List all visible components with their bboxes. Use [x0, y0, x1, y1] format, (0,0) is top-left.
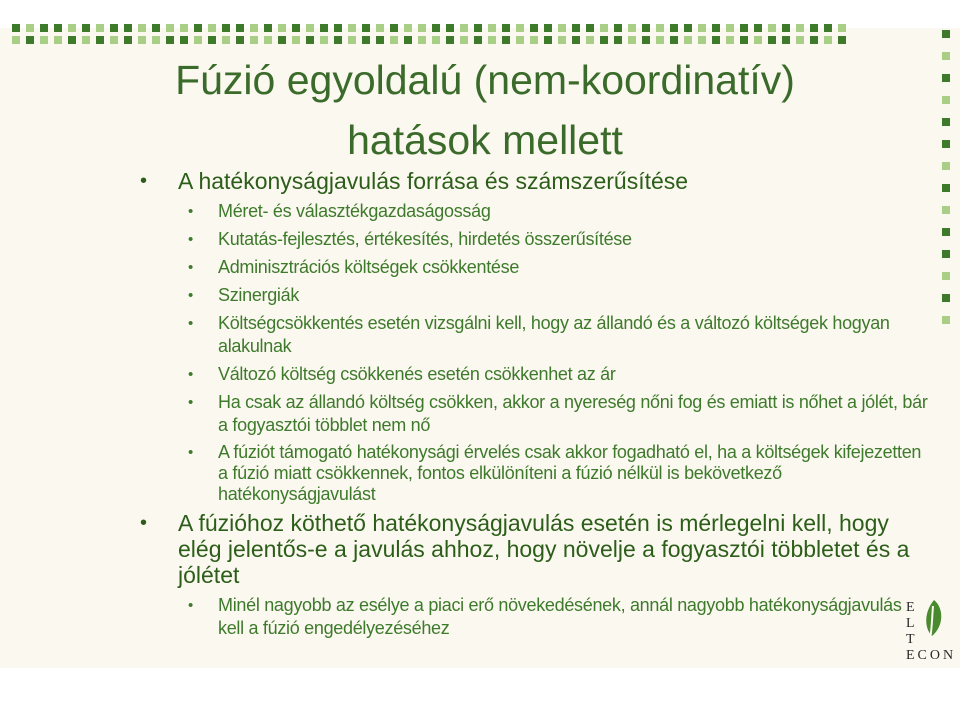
decor-dot	[278, 24, 286, 32]
decor-dot	[642, 24, 650, 32]
decor-dot	[376, 36, 384, 44]
decor-dot	[642, 36, 650, 44]
decor-dot	[942, 228, 950, 236]
decor-dot	[138, 24, 146, 32]
decor-dot	[838, 24, 846, 32]
decor-dot	[166, 36, 174, 44]
decor-dot	[600, 24, 608, 32]
decor-dot	[572, 36, 580, 44]
decor-dot	[740, 36, 748, 44]
decor-dot	[810, 24, 818, 32]
decor-dot	[670, 36, 678, 44]
decor-dot	[712, 36, 720, 44]
decor-dot	[460, 36, 468, 44]
decor-dot	[698, 36, 706, 44]
decor-dot	[208, 36, 216, 44]
decor-dot	[656, 36, 664, 44]
decor-dot	[942, 316, 950, 324]
decor-dot	[348, 36, 356, 44]
decor-dot	[166, 24, 174, 32]
decor-dot	[838, 36, 846, 44]
decor-dot	[432, 36, 440, 44]
decor-dot	[334, 36, 342, 44]
decor-dot	[292, 24, 300, 32]
logo-letter-e: E	[906, 600, 915, 615]
decor-dot	[628, 36, 636, 44]
decor-dot	[942, 272, 950, 280]
decor-dot	[530, 24, 538, 32]
decor-dot	[348, 24, 356, 32]
decor-dot	[628, 24, 636, 32]
decor-dot	[614, 36, 622, 44]
decor-dot	[544, 24, 552, 32]
decor-dot	[96, 24, 104, 32]
decor-dot	[516, 36, 524, 44]
decor-dot	[942, 162, 950, 170]
bottom-band	[0, 668, 960, 716]
decor-dot	[586, 24, 594, 32]
decor-dot	[488, 36, 496, 44]
decor-dot	[796, 24, 804, 32]
slide-title	[70, 50, 900, 170]
decor-dot	[488, 24, 496, 32]
decor-dot	[180, 36, 188, 44]
decor-dot	[656, 24, 664, 32]
decor-dot	[698, 24, 706, 32]
decor-dot	[82, 24, 90, 32]
decor-dot	[180, 24, 188, 32]
decor-dot	[250, 36, 258, 44]
logo-econ: ECON	[906, 648, 957, 663]
decor-dot	[264, 24, 272, 32]
decor-dot	[110, 24, 118, 32]
decor-dot	[124, 24, 132, 32]
decor-dot	[586, 36, 594, 44]
decor-dot	[544, 36, 552, 44]
decor-dot	[236, 24, 244, 32]
bullet-item: • A fúzióhoz köthető hatékonyságjavulás esetén is mérlegelni kell, hogy elég jelentős-e a javulás ahhoz, hogy növelje a fogyasztói többletet és a jólétet	[140, 510, 910, 588]
decor-dot	[670, 24, 678, 32]
bullet-item: • A fúziót támogató hatékonysági érvelés csak akkor fogadható el, ha a költségek kifejezetten a fúzió miatt csökkennek, fontos elkülöníteni a fúzió nélkül is bekövetkező hatékonyságjavulást	[188, 442, 922, 504]
decor-dot	[754, 36, 762, 44]
decor-dot	[614, 24, 622, 32]
decor-dot	[278, 36, 286, 44]
decor-dot	[712, 24, 720, 32]
decor-dot	[782, 36, 790, 44]
decor-dot	[754, 24, 762, 32]
decor-dot	[768, 36, 776, 44]
bullet-item: • Változó költség csökkenés esetén csökkenhet az ár	[188, 364, 616, 384]
decor-dot	[418, 36, 426, 44]
bullet-item: • Minél nagyobb az esélye a piaci erő növekedésének, annál nagyobb hatékonyságjavulás kell a fúzió engedélyezéséhez	[188, 595, 902, 638]
decor-dot	[236, 36, 244, 44]
bullet-item: • Méret- és választékgazdaságosság	[188, 201, 491, 221]
decor-dot	[502, 36, 510, 44]
decor-dot	[320, 24, 328, 32]
decor-dot	[110, 36, 118, 44]
decor-dot	[194, 24, 202, 32]
decor-dot	[390, 24, 398, 32]
decor-dot	[362, 24, 370, 32]
logo-letter-t: T	[906, 632, 915, 647]
decor-dot	[82, 36, 90, 44]
decor-dot	[474, 36, 482, 44]
decor-dot	[942, 74, 950, 82]
decor-dot	[306, 24, 314, 32]
decor-dot	[684, 24, 692, 32]
decor-dot	[292, 36, 300, 44]
decor-dot	[68, 36, 76, 44]
decor-dot	[572, 24, 580, 32]
bullet-item: • Szinergiák	[188, 285, 300, 305]
decor-dot	[208, 24, 216, 32]
decor-dot	[404, 24, 412, 32]
decor-dot	[362, 36, 370, 44]
decor-dot	[782, 24, 790, 32]
title-line-2: hatások mellett	[347, 117, 623, 163]
decor-dot	[810, 36, 818, 44]
bullet-item: • A hatékonyságjavulás forrása és számszerűsítése	[140, 168, 689, 194]
decor-dot	[12, 36, 20, 44]
decor-dot	[446, 24, 454, 32]
decor-dot	[334, 24, 342, 32]
decor-dot	[558, 24, 566, 32]
decor-dot	[942, 294, 950, 302]
decor-dot	[40, 36, 48, 44]
decor-dot	[600, 36, 608, 44]
decor-dot	[68, 24, 76, 32]
decor-dot	[942, 118, 950, 126]
decor-dots-top	[12, 24, 846, 32]
bullet-item: • Ha csak az állandó költség csökken, akkor a nyereség nőni fog és emiatt is nőhet a jólét, bár a fogyasztói többlet nem nő	[188, 392, 928, 435]
decor-dot	[726, 36, 734, 44]
decor-dot	[194, 36, 202, 44]
decor-dot	[54, 36, 62, 44]
decor-dot	[796, 36, 804, 44]
decor-dot	[824, 24, 832, 32]
decor-dot	[320, 36, 328, 44]
decor-dot	[250, 24, 258, 32]
decor-dot	[376, 24, 384, 32]
decor-dot	[54, 24, 62, 32]
decor-dot	[516, 24, 524, 32]
decor-dot	[124, 36, 132, 44]
decor-dot	[740, 24, 748, 32]
decor-dot	[460, 24, 468, 32]
decor-dot	[26, 36, 34, 44]
decor-dot	[152, 36, 160, 44]
decor-dot	[474, 24, 482, 32]
decor-dot	[530, 36, 538, 44]
bullet-list	[140, 168, 930, 645]
decor-dot	[942, 140, 950, 148]
decor-dot	[824, 36, 832, 44]
decor-dots-top-2	[12, 36, 846, 44]
decor-dot	[306, 36, 314, 44]
decor-dot	[390, 36, 398, 44]
decor-dot	[684, 36, 692, 44]
decor-dot	[942, 184, 950, 192]
decor-dot	[942, 250, 950, 258]
decor-dot	[768, 24, 776, 32]
decor-dot	[558, 36, 566, 44]
decor-dot	[138, 36, 146, 44]
decor-dot	[96, 36, 104, 44]
decor-dot	[942, 30, 950, 38]
decor-dot	[942, 206, 950, 214]
decor-dot	[222, 24, 230, 32]
decor-dot	[726, 24, 734, 32]
decor-dot	[942, 52, 950, 60]
decor-dot	[446, 36, 454, 44]
decor-dot	[942, 96, 950, 104]
decor-dot	[40, 24, 48, 32]
decor-dot	[432, 24, 440, 32]
title-line-1: Fúzió egyoldalú (nem-koordinatív)	[175, 57, 795, 103]
bullet-item: • Adminisztrációs költségek csökkentése	[188, 257, 520, 277]
decor-dot	[264, 36, 272, 44]
logo-letter-l: L	[906, 616, 915, 631]
decor-dot	[12, 24, 20, 32]
decor-dot	[418, 24, 426, 32]
bullet-item: • Költségcsökkentés esetén vizsgálni kell, hogy az állandó és a változó költségek hogyan alakulnak	[188, 313, 890, 356]
leaf-icon	[918, 598, 948, 642]
decor-dot	[152, 24, 160, 32]
decor-dots-right	[942, 30, 950, 324]
decor-dot	[222, 36, 230, 44]
decor-dot	[404, 36, 412, 44]
bullet-item: • Kutatás-fejlesztés, értékesítés, hirdetés összerűsítése	[188, 229, 632, 249]
decor-dot	[502, 24, 510, 32]
decor-dot	[26, 24, 34, 32]
